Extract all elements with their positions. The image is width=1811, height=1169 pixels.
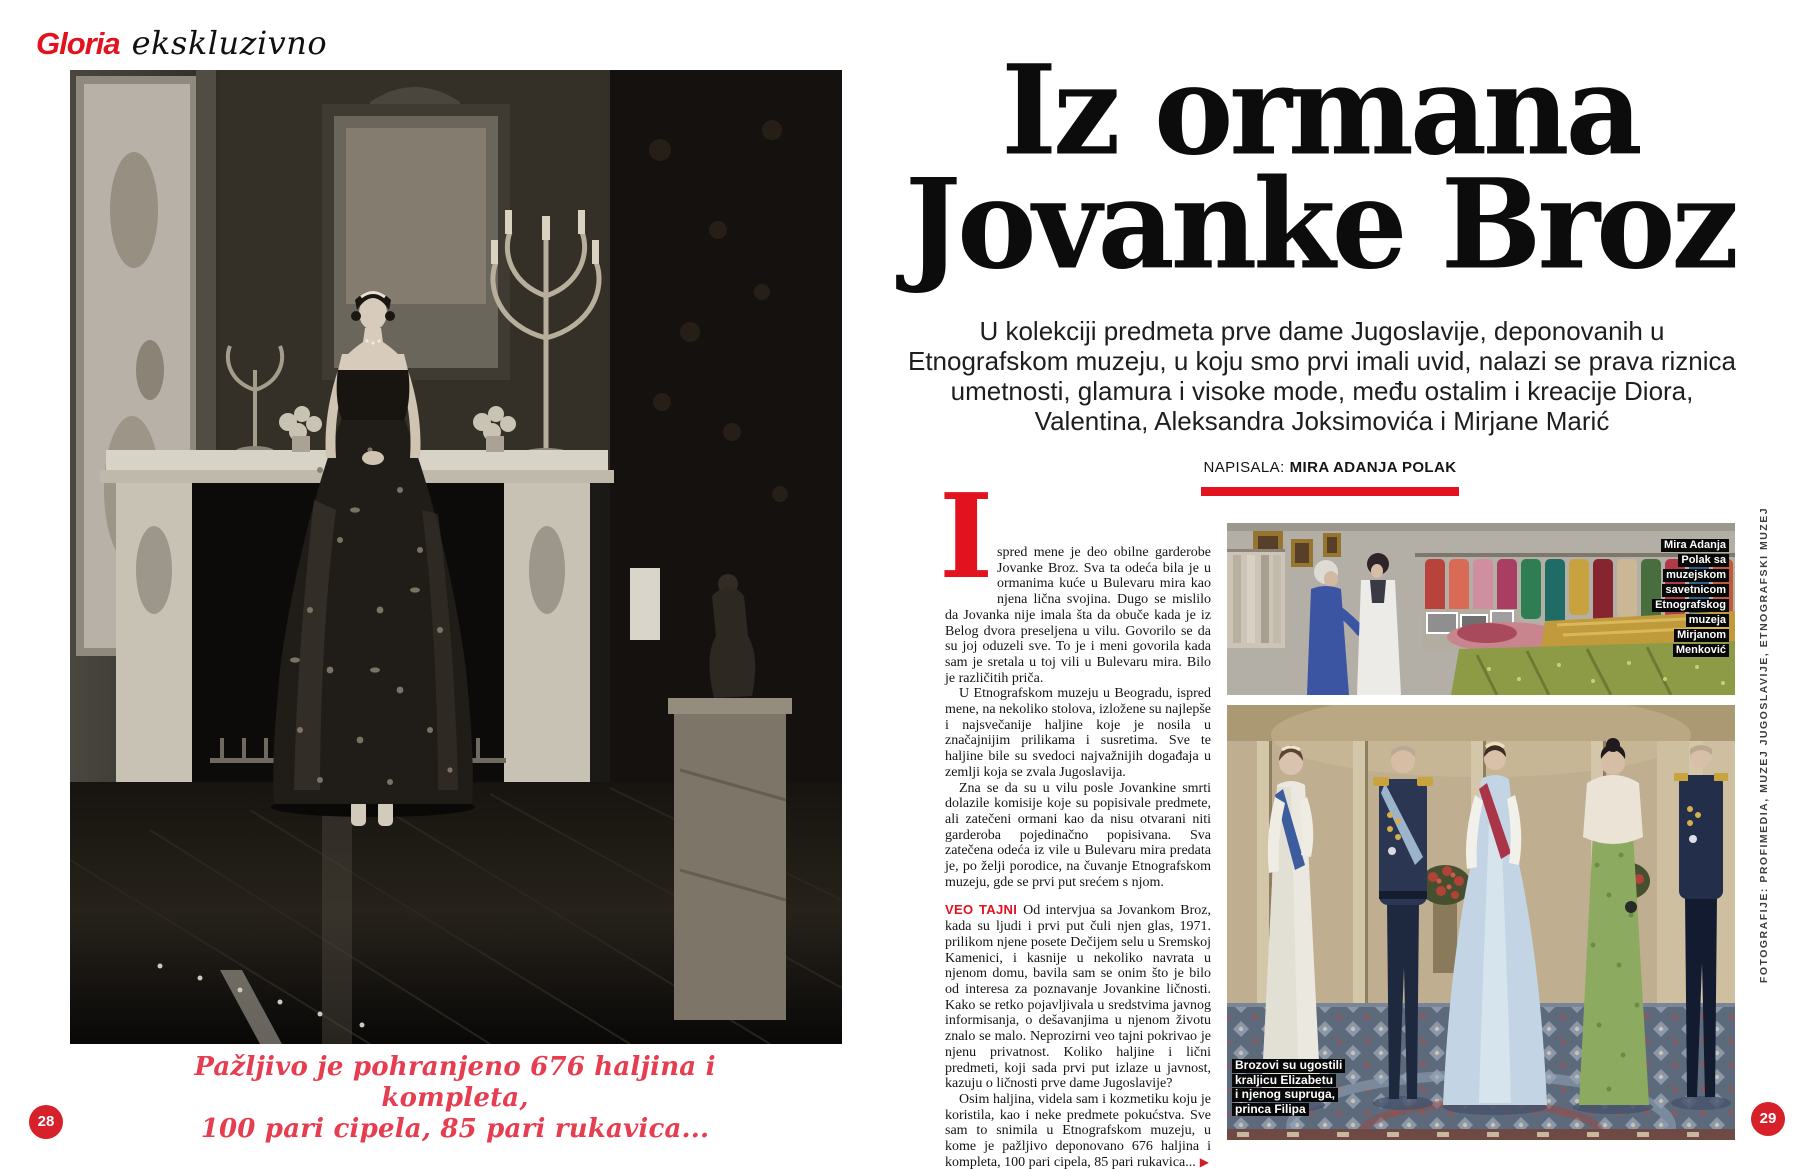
body-paragraph <box>945 781 1211 891</box>
left-photo-caption-line1: Pažljivo je pohranjeno 676 haljina i kompleta, <box>194 1052 716 1113</box>
standfirst-line: umetnosti, glamura i visoke mode, među ostalim i kreacije Diora, <box>950 376 1694 406</box>
masthead <box>36 24 327 62</box>
jovanka-broz-photo-art <box>70 70 842 1044</box>
paragraph-text: Zna se da su u vilu posle Jovankine smrti dolazile komisije koje su popisivale predmete, ali zatečeni ormani kao da nisu otvarani niti garderoba pojedinačno popisivana. Sva zatečena odeća iz vile u Bulevaru mira predata je, po želji porodice, na čuvanje Etnografskom muzeju, gde se prvi put srećem s njom. <box>945 780 1211 890</box>
kicker-label: VEO TAJNI <box>945 902 1018 918</box>
jovanka-broz-photo <box>70 70 842 1044</box>
caption-chip: Etnografskog <box>1652 599 1729 612</box>
caption-chip: i njenog supruga, <box>1232 1088 1338 1102</box>
caption-chip: Mirjanom <box>1674 629 1729 642</box>
standfirst-line: U kolekciji predmeta prve dame Jugoslavije, deponovanih u <box>979 316 1665 346</box>
royal-reception-photo <box>1227 705 1735 1140</box>
article-title-line2: Jovanke Broz <box>904 152 1736 298</box>
continue-arrow-icon: ▶ <box>1199 1155 1209 1169</box>
brand-logo: Gloria <box>36 26 120 61</box>
caption-chip: Mira Adanja <box>1661 539 1729 552</box>
article-body <box>939 469 1211 1169</box>
body-paragraph <box>945 902 1211 1091</box>
page-number-left: 28 <box>29 1105 63 1139</box>
photo-credit: FOTOGRAFIJE: PROFIMEDIA, MUZEJ JUGOSLAVIJE, ETNOGRAFSKI MUZEJ <box>1758 506 1770 984</box>
byline-label: NAPISALA: <box>1203 459 1285 476</box>
page-number-right: 29 <box>1751 1102 1785 1136</box>
caption-chip: muzejskom <box>1663 569 1729 582</box>
caption-chip: muzeja <box>1686 614 1729 627</box>
body-paragraph <box>945 686 1211 780</box>
standfirst <box>822 316 1811 436</box>
caption-chip: Polak sa <box>1678 554 1729 567</box>
dropcap: I <box>939 469 994 605</box>
museum-photo <box>1227 523 1735 695</box>
caption-chip: Menković <box>1673 644 1729 657</box>
caption-chip: Brozovi su ugostili <box>1232 1059 1345 1073</box>
caption-chip: kraljicu Elizabetu <box>1232 1074 1336 1088</box>
paragraph-text: spred mene je deo obilne garderobe Jovanke Broz. Sva ta odeća bila je u ormanima kuće u Bulevaru mira kao njena lična svojina. Dugo se mislilo da Jovanka nije imala šta da obuče kada je iz Belog dvora preseljena u vilu. Govorilo se da su joj oduzeli sve. To je i meni govorila kada sam je sretala u toj vili u Bulevaru mira. Bilo je različitih priča. <box>945 545 1211 686</box>
standfirst-line: Valentina, Aleksandra Joksimovića i Mirjane Marić <box>1034 406 1610 436</box>
left-photo-caption <box>125 1052 785 1145</box>
paragraph-text: U Etnografskom muzeju u Beogradu, ispred mene, na nekoliko stolova, izložene su najlepše i najsvečanije haljine koje je nosila u značajnijim prilikama i susretima. Sve te haljine bile su svedoci najvažnijih događaja u zemlji koja se zvala Jugoslavija. <box>945 686 1211 780</box>
photo-caption-top <box>1652 537 1729 657</box>
byline-author: MIRA ADANJA POLAK <box>1289 459 1457 476</box>
byline-rule-divider <box>1201 487 1459 496</box>
paragraph-text: Osim haljina, videla sam i kozmetiku koju je koristila, kao i neke predmete pokućstva. Sve sam to snimila u Etnografskom muzeju, u kome je pažljivo deponovano 676 haljina i kompleta, 100 pari cipela, 85 pari rukavica... <box>945 1091 1211 1169</box>
standfirst-line: Etnografskom muzeju, u koju smo prvi imali uvid, nalazi se prava riznica <box>907 346 1736 376</box>
paragraph-text: Od intervjua sa Jovankom Broz, kada su ljudi i prvi put čuli njen glas, 1971. prilikom njene posete Dečijem selu u Sremskoj Kamenici, i kasnije u nekoliko navrata u njenom domu, bavila sam se onim što je bilo od interesa za poznavanje Jovankine ličnosti. Kako se retko pojavljivala u sredstvima javnog informisanja, o dešavanjima u njenom životu znalo se malo. Neprozirni veo tajni pokrivao je njenu privatnost. Koliko haljine i lični predmeti, koji sada prvi put izlaze u javnost, kazuju o ličnosti prve dame Jugoslavije? <box>945 903 1211 1092</box>
section-label: ekskluzivno <box>131 24 328 62</box>
article-title-line1: Iz ormana <box>1001 38 1639 184</box>
left-photo-caption-line2: 100 pari cipela, 85 pari rukavica... <box>200 1114 710 1144</box>
caption-chip: savetnicom <box>1662 584 1729 597</box>
caption-chip: princa Filipa <box>1232 1103 1309 1117</box>
photo-caption-bottom <box>1232 1058 1345 1116</box>
body-paragraph <box>945 1092 1211 1169</box>
